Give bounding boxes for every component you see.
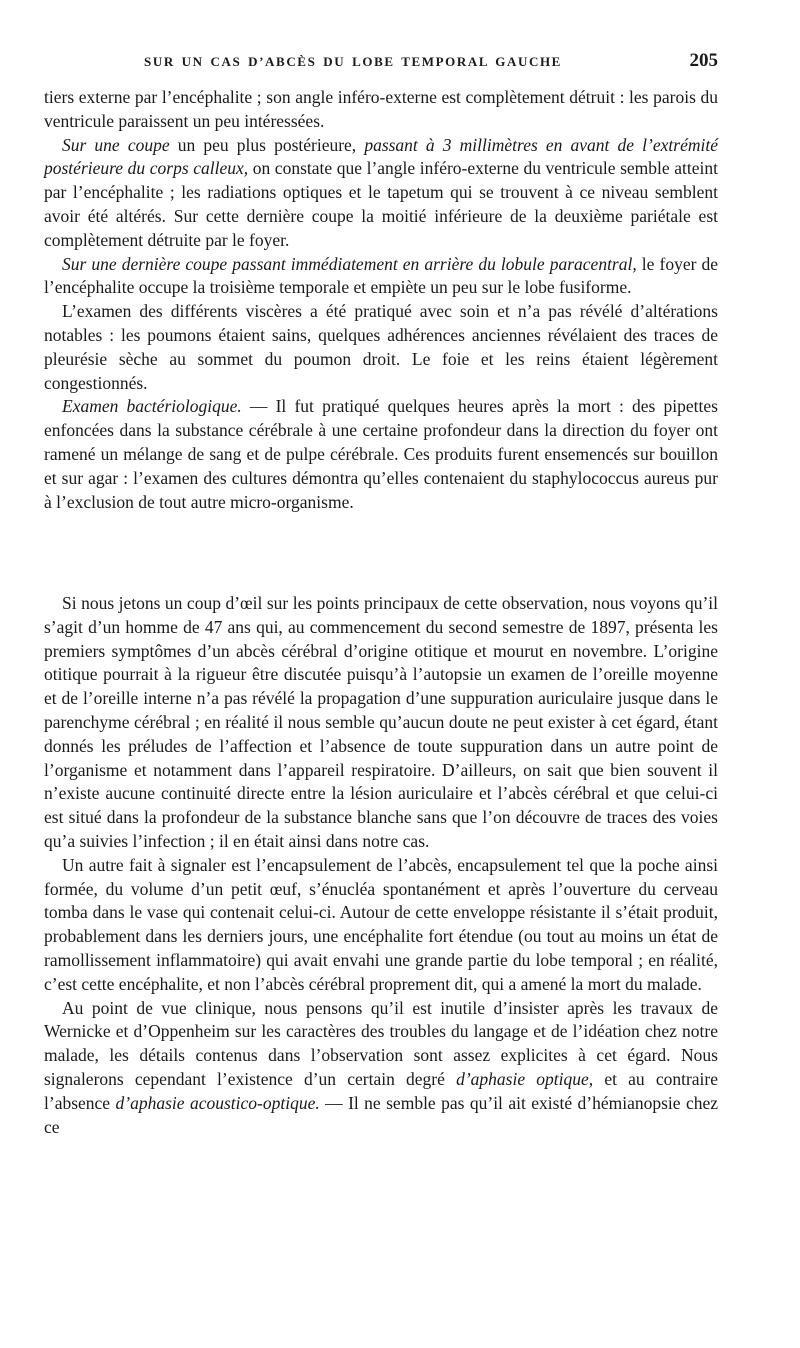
paragraph (44, 854, 718, 997)
paragraph (44, 395, 718, 514)
paragraph (44, 997, 718, 1140)
paragraph (44, 592, 718, 854)
paragraph-text: Un autre fait à signaler est l’encapsulement de l’abcès, encapsulement tel que la poche ainsi formée, du volume d’un petit œuf, s’énucléa spontanément et après l’ouverture du cerveau tomba dans le vase qui contenait celui-ci. Autour de cette enveloppe résistante il s’était produit, probablement dans les derniers jours, une encéphalite fort étendue (ou tout au moins un état de ramollissement inflammatoire) qui avait envahi une grande partie du lobe temporal ; en réalité, c’est cette encéphalite, et non l’abcès cérébral proprement dit, qui a amené la mort du malade. (44, 854, 718, 994)
paragraph-text: et au contraire l’absence (44, 1068, 719, 1113)
paragraph (44, 134, 718, 253)
paragraph-text: on constate que l’angle inféro-externe du ventricule semble atteint par l’encéphalite ; les radiations optiques et le tapetum qui se trouvent à ce niveau semblent avoir été altérés. Sur cette dernière coupe la moitié inférieure de la deuxième pariétale est complètement détruite par le foyer. (44, 158, 718, 250)
paragraph-text: un peu plus postérieure, (169, 134, 365, 155)
paragraph (44, 86, 718, 134)
paragraph-text: L’examen des différents viscères a été pratiqué avec soin et n’a pas révélé d’altérations notables : les poumons étaient sains, quelques adhérences anciennes révélaient des traces de pleurésie sèche au sommet du poumon droit. Le foie et les reins étaient légèrement congestionnés. (44, 301, 718, 393)
paragraph-text: tiers externe par l’encéphalite ; son angle inféro-externe est complètement détruit : les parois du ventricule paraissent un peu intéressées. (44, 87, 718, 131)
paragraph-text: — Il ne semble pas qu’il ait existé d’hémianopsie chez ce (44, 1092, 719, 1137)
paragraph-text: Au point de vue clinique, nous pensons qu’il est inutile d’insister après les travaux de Wernicke et d’Oppenheim sur les caractères des troubles du langage et de l’idéation chez notre malade, les détails contenus dans l’observation sont assez explicites à cet égard. Nous signalerons cependant l’existence d’un certain degré (44, 997, 718, 1089)
paragraph-text: — Il fut pratiqué quelques heures après la mort : des pipettes enfoncées dans la substance cérébrale à une certaine profondeur dans la direction du foyer ont ramené un mélange de sang et de pulpe cérébrale. Ces produits furent ensemencés sur bouillon et sur agar : l’examen des cultures démontra qu’elles contenaient du staphylococcus aureus pur à l’exclusion de tout autre micro-organisme. (44, 396, 718, 512)
paragraph-text: le foyer de l’encéphalite occupe la troisième temporale et empiète un peu sur le lobe fusiforme. (44, 253, 718, 298)
paragraph (44, 300, 718, 395)
italic-phrase: d’aphasie optique, (456, 1068, 594, 1089)
paragraph (44, 253, 718, 301)
italic-phrase: passant à 3 millimètres en avant de l’extrémité postérieure du corps calleux, (44, 134, 718, 179)
discussion (44, 592, 718, 1139)
paragraph-text: Si nous jetons un coup d’œil sur les points principaux de cette observation, nous voyons qu’il s’agit d’un homme de 47 ans qui, au commencement du second semestre de 1897, présenta les premiers symptômes d’un abcès cérébral d’origine otitique et mourut en novembre. L’origine otitique pourrait à la rigueur être discutée puisqu’à l’autopsie un examen de l’oreille moyenne et de l’oreille interne n’a pas révélé la propagation d’une suppuration auriculaire jusque dans le parenchyme cérébral ; en réalité il nous semble qu’aucun doute ne peut exister à cet égard, étant donnés les préludes de l’affection et l’absence de toute suppuration dans un autre point de l’organisme et notamment dans l’appareil respiratoire. D’ailleurs, on sait que bien souvent il n’existe aucune continuité directe entre la lésion auriculaire et l’abcès cérébral et que celui-ci est situé dans la profondeur de la substance blanche sans que l’on découvre de traces des voies qu’a suivies l’infection ; il en était ainsi dans notre cas. (44, 593, 718, 851)
italic-phrase: Sur une dernière coupe passant immédiatement en arrière du lobule paracentral, (62, 253, 637, 274)
running-head (44, 52, 718, 74)
running-title: SUR UN CAS D’ABCÈS DU LOBE TEMPORAL GAUCHE (144, 54, 562, 69)
italic-phrase: d’aphasie acoustico-optique. (115, 1092, 320, 1113)
section-label: Examen bactériologique. (62, 396, 242, 417)
italic-lead: Sur une coupe (62, 134, 170, 155)
observation-continuation (44, 86, 718, 514)
page-number: 205 (689, 50, 718, 71)
